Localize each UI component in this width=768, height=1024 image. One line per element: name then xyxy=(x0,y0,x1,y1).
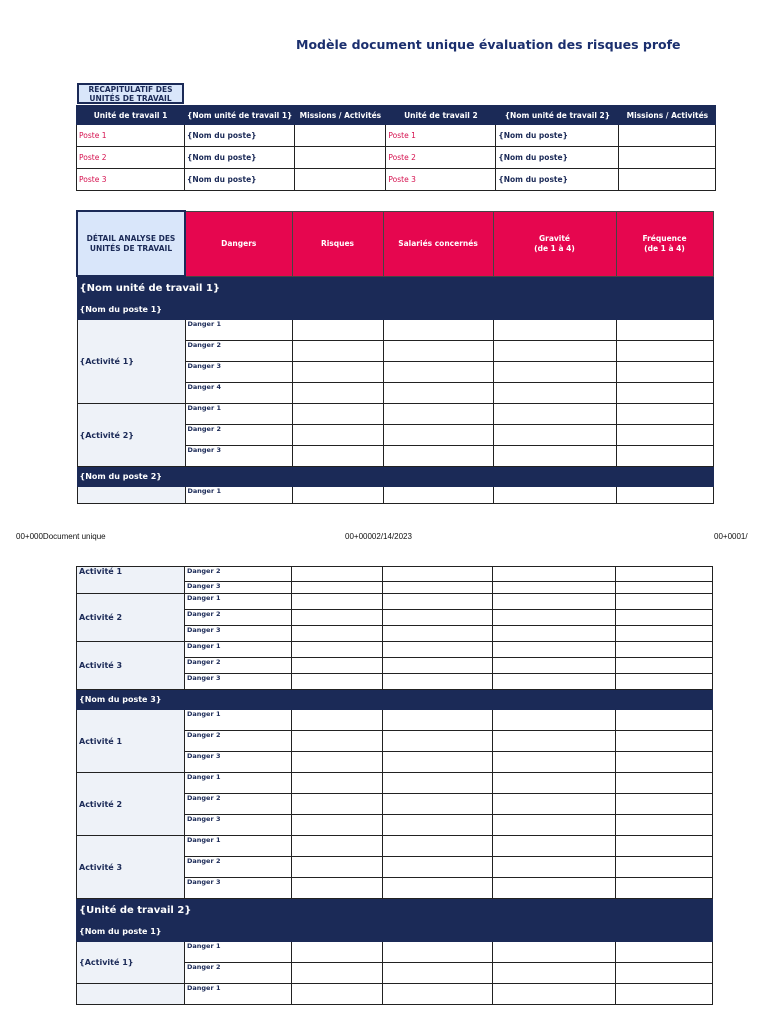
poste-name-cell[interactable]: {Nom du poste} xyxy=(496,125,619,147)
employees-cell[interactable] xyxy=(383,752,493,773)
frequency-cell[interactable] xyxy=(616,815,713,836)
unit-band xyxy=(77,276,713,300)
missions-cell[interactable] xyxy=(295,147,386,169)
employees-cell[interactable] xyxy=(383,567,493,582)
gravity-cell[interactable] xyxy=(493,773,616,794)
danger-cell[interactable]: Danger 3 xyxy=(185,815,292,836)
danger-cell[interactable]: Danger 2 xyxy=(185,567,292,582)
activity-cell xyxy=(77,487,185,504)
activity-cell: Activité 1 xyxy=(77,567,185,594)
employees-cell[interactable] xyxy=(383,674,493,690)
danger-cell[interactable]: Danger 3 xyxy=(185,626,292,642)
danger-cell[interactable]: Danger 2 xyxy=(185,341,292,362)
footer-center: 00+00002/14/2023 xyxy=(345,532,412,541)
unit-name: {Nom unité de travail 1} xyxy=(77,276,713,300)
employees-cell[interactable] xyxy=(383,658,493,674)
activity-cell xyxy=(77,984,185,1005)
danger-cell[interactable]: Danger 1 xyxy=(185,487,292,504)
danger-cell[interactable]: Danger 3 xyxy=(185,362,292,383)
activity-cell: {Activité 1} xyxy=(77,942,185,984)
risk-cell[interactable] xyxy=(292,320,383,341)
poste-cell[interactable]: Poste 2 xyxy=(77,147,185,169)
employees-cell[interactable] xyxy=(383,425,493,446)
gravity-cell[interactable] xyxy=(493,963,616,984)
gravity-cell[interactable] xyxy=(493,878,616,899)
danger-cell[interactable]: Danger 3 xyxy=(185,752,292,773)
activity-cell: Activité 2 xyxy=(77,773,185,836)
employees-cell[interactable] xyxy=(383,710,493,731)
employees-cell[interactable] xyxy=(383,383,493,404)
frequency-cell[interactable] xyxy=(616,567,713,582)
table-row xyxy=(77,942,713,963)
gravity-cell[interactable] xyxy=(493,582,616,594)
post-name: {Nom du poste 1} xyxy=(77,922,713,942)
employees-cell[interactable] xyxy=(383,610,493,626)
missions-cell[interactable] xyxy=(619,147,716,169)
post-band xyxy=(77,922,713,942)
table-row xyxy=(77,567,713,582)
gravity-cell[interactable] xyxy=(493,794,616,815)
risk-cell[interactable] xyxy=(292,626,383,642)
activity-cell: Activité 2 xyxy=(77,594,185,642)
risk-cell[interactable] xyxy=(292,642,383,658)
frequency-cell[interactable] xyxy=(616,752,713,773)
employees-cell[interactable] xyxy=(383,942,493,963)
detail-header: Fréquence (de 1 à 4) xyxy=(616,211,713,276)
frequency-cell[interactable] xyxy=(616,362,713,383)
danger-cell[interactable]: Danger 1 xyxy=(185,836,292,857)
risk-cell[interactable] xyxy=(292,383,383,404)
risk-cell[interactable] xyxy=(292,567,383,582)
frequency-cell[interactable] xyxy=(616,487,713,504)
frequency-cell[interactable] xyxy=(616,610,713,626)
poste-cell[interactable]: Poste 3 xyxy=(77,169,185,191)
employees-cell[interactable] xyxy=(383,446,493,467)
danger-cell[interactable]: Danger 3 xyxy=(185,878,292,899)
frequency-cell[interactable] xyxy=(616,658,713,674)
frequency-cell[interactable] xyxy=(616,836,713,857)
danger-cell[interactable]: Danger 3 xyxy=(185,582,292,594)
detail-table xyxy=(76,210,714,504)
missions-cell[interactable] xyxy=(619,125,716,147)
frequency-cell[interactable] xyxy=(616,404,713,425)
table-row xyxy=(77,404,713,425)
frequency-cell[interactable] xyxy=(616,626,713,642)
risk-cell[interactable] xyxy=(292,857,383,878)
table-row xyxy=(77,125,716,147)
missions-cell[interactable] xyxy=(619,169,716,191)
activity-cell: Activité 3 xyxy=(77,836,185,899)
frequency-cell[interactable] xyxy=(616,984,713,1005)
post-name: {Nom du poste 1} xyxy=(77,300,713,320)
table-row xyxy=(77,984,713,1005)
frequency-cell[interactable] xyxy=(616,710,713,731)
risk-cell[interactable] xyxy=(292,836,383,857)
table-row xyxy=(77,169,716,191)
summary-header: Missions / Activités xyxy=(619,106,716,125)
gravity-cell[interactable] xyxy=(493,487,616,504)
frequency-cell[interactable] xyxy=(616,341,713,362)
employees-cell[interactable] xyxy=(383,794,493,815)
summary-header: Unité de travail 1 xyxy=(77,106,185,125)
missions-cell[interactable] xyxy=(295,169,386,191)
post-name: {Nom du poste 2} xyxy=(77,467,713,487)
summary-header: {Nom unité de travail 1} xyxy=(185,106,295,125)
unit-name: {Unité de travail 2} xyxy=(77,899,713,922)
danger-cell[interactable]: Danger 3 xyxy=(185,446,292,467)
table-row xyxy=(77,487,713,504)
missions-cell[interactable] xyxy=(295,125,386,147)
employees-cell[interactable] xyxy=(383,626,493,642)
employees-cell[interactable] xyxy=(383,594,493,610)
post-band xyxy=(77,300,713,320)
danger-cell[interactable]: Danger 1 xyxy=(185,773,292,794)
gravity-cell[interactable] xyxy=(493,446,616,467)
post-band xyxy=(77,690,713,710)
danger-cell[interactable]: Danger 1 xyxy=(185,710,292,731)
gravity-cell[interactable] xyxy=(493,594,616,610)
risk-cell[interactable] xyxy=(292,658,383,674)
danger-cell[interactable]: Danger 2 xyxy=(185,425,292,446)
gravity-cell[interactable] xyxy=(493,674,616,690)
danger-cell[interactable]: Danger 2 xyxy=(185,963,292,984)
summary-header: {Nom unité de travail 2} xyxy=(496,106,619,125)
frequency-cell[interactable] xyxy=(616,674,713,690)
activity-cell: {Activité 2} xyxy=(77,404,185,467)
danger-cell[interactable]: Danger 1 xyxy=(185,594,292,610)
employees-cell[interactable] xyxy=(383,836,493,857)
danger-cell[interactable]: Danger 2 xyxy=(185,731,292,752)
frequency-cell[interactable] xyxy=(616,425,713,446)
risk-cell[interactable] xyxy=(292,341,383,362)
danger-cell[interactable]: Danger 1 xyxy=(185,404,292,425)
risk-cell[interactable] xyxy=(292,942,383,963)
footer-left: 00+000Document unique xyxy=(16,532,106,541)
detail-header: Risques xyxy=(292,211,383,276)
employees-cell[interactable] xyxy=(383,320,493,341)
gravity-cell[interactable] xyxy=(493,626,616,642)
summary-header-row xyxy=(77,106,716,125)
post-band xyxy=(77,467,713,487)
employees-cell[interactable] xyxy=(383,773,493,794)
gravity-cell[interactable] xyxy=(493,404,616,425)
gravity-cell[interactable] xyxy=(493,752,616,773)
poste-name-cell[interactable]: {Nom du poste} xyxy=(185,147,295,169)
gravity-cell[interactable] xyxy=(493,610,616,626)
gravity-cell[interactable] xyxy=(493,942,616,963)
table-row xyxy=(77,773,713,794)
risk-cell[interactable] xyxy=(292,752,383,773)
table-row xyxy=(77,836,713,857)
gravity-cell[interactable] xyxy=(493,836,616,857)
risk-cell[interactable] xyxy=(292,425,383,446)
employees-cell[interactable] xyxy=(383,582,493,594)
risk-cell[interactable] xyxy=(292,610,383,626)
danger-cell[interactable]: Danger 2 xyxy=(185,658,292,674)
risk-cell[interactable] xyxy=(292,404,383,425)
frequency-cell[interactable] xyxy=(616,794,713,815)
frequency-cell[interactable] xyxy=(616,963,713,984)
gravity-cell[interactable] xyxy=(493,710,616,731)
employees-cell[interactable] xyxy=(383,815,493,836)
page-title: Modèle document unique évaluation des risques profe xyxy=(296,37,681,52)
frequency-cell[interactable] xyxy=(616,446,713,467)
frequency-cell[interactable] xyxy=(616,942,713,963)
danger-cell[interactable]: Danger 1 xyxy=(185,642,292,658)
risk-cell[interactable] xyxy=(292,362,383,383)
danger-cell[interactable]: Danger 1 xyxy=(185,942,292,963)
unit-band xyxy=(77,899,713,922)
poste-cell[interactable]: Poste 1 xyxy=(77,125,185,147)
poste-cell[interactable]: Poste 1 xyxy=(386,125,496,147)
gravity-cell[interactable] xyxy=(493,320,616,341)
gravity-cell[interactable] xyxy=(493,731,616,752)
gravity-cell[interactable] xyxy=(493,984,616,1005)
post-name: {Nom du poste 3} xyxy=(77,690,713,710)
risk-cell[interactable] xyxy=(292,815,383,836)
frequency-cell[interactable] xyxy=(616,594,713,610)
poste-name-cell[interactable]: {Nom du poste} xyxy=(185,169,295,191)
detail-header: Gravité (de 1 à 4) xyxy=(493,211,616,276)
poste-cell[interactable]: Poste 2 xyxy=(386,147,496,169)
gravity-cell[interactable] xyxy=(493,425,616,446)
employees-cell[interactable] xyxy=(383,487,493,504)
danger-cell[interactable]: Danger 1 xyxy=(185,320,292,341)
risk-cell[interactable] xyxy=(292,594,383,610)
employees-cell[interactable] xyxy=(383,731,493,752)
footer-right: 00+0001/ xyxy=(714,532,748,541)
risk-cell[interactable] xyxy=(292,773,383,794)
danger-cell[interactable]: Danger 1 xyxy=(185,984,292,1005)
employees-cell[interactable] xyxy=(383,404,493,425)
detail-header: Salariés concernés xyxy=(383,211,493,276)
poste-name-cell[interactable]: {Nom du poste} xyxy=(496,147,619,169)
gravity-cell[interactable] xyxy=(493,815,616,836)
summary-header: Unité de travail 2 xyxy=(386,106,496,125)
frequency-cell[interactable] xyxy=(616,857,713,878)
detail-header: Dangers xyxy=(185,211,292,276)
activity-cell: Activité 1 xyxy=(77,710,185,773)
danger-cell[interactable]: Danger 2 xyxy=(185,857,292,878)
gravity-cell[interactable] xyxy=(493,567,616,582)
table-row xyxy=(77,642,713,658)
poste-name-cell[interactable]: {Nom du poste} xyxy=(496,169,619,191)
poste-cell[interactable]: Poste 3 xyxy=(386,169,496,191)
risk-cell[interactable] xyxy=(292,487,383,504)
frequency-cell[interactable] xyxy=(616,383,713,404)
employees-cell[interactable] xyxy=(383,642,493,658)
frequency-cell[interactable] xyxy=(616,878,713,899)
danger-cell[interactable]: Danger 4 xyxy=(185,383,292,404)
activity-cell: {Activité 1} xyxy=(77,320,185,404)
employees-cell[interactable] xyxy=(383,878,493,899)
employees-cell[interactable] xyxy=(383,362,493,383)
gravity-cell[interactable] xyxy=(493,362,616,383)
detail-header-row xyxy=(77,211,713,276)
risk-cell[interactable] xyxy=(292,794,383,815)
table-row xyxy=(77,147,716,169)
risk-cell[interactable] xyxy=(292,582,383,594)
table-row xyxy=(77,710,713,731)
frequency-cell[interactable] xyxy=(616,582,713,594)
detail-table-continued xyxy=(76,566,713,1005)
table-row xyxy=(77,320,713,341)
gravity-cell[interactable] xyxy=(493,658,616,674)
recap-label: RECAPITULATIF DES UNITÉS DE TRAVAIL xyxy=(77,83,184,104)
employees-cell[interactable] xyxy=(383,857,493,878)
summary-table xyxy=(76,105,716,191)
summary-header: Missions / Activités xyxy=(295,106,386,125)
employees-cell[interactable] xyxy=(383,984,493,1005)
risk-cell[interactable] xyxy=(292,963,383,984)
risk-cell[interactable] xyxy=(292,710,383,731)
poste-name-cell[interactable]: {Nom du poste} xyxy=(185,125,295,147)
gravity-cell[interactable] xyxy=(493,642,616,658)
employees-cell[interactable] xyxy=(383,341,493,362)
danger-cell[interactable]: Danger 2 xyxy=(185,794,292,815)
table-row xyxy=(77,594,713,610)
danger-cell[interactable]: Danger 3 xyxy=(185,674,292,690)
danger-cell[interactable]: Danger 2 xyxy=(185,610,292,626)
risk-cell[interactable] xyxy=(292,984,383,1005)
gravity-cell[interactable] xyxy=(493,383,616,404)
risk-cell[interactable] xyxy=(292,446,383,467)
detail-header: DÉTAIL ANALYSE DES UNITÉS DE TRAVAIL xyxy=(77,211,185,276)
frequency-cell[interactable] xyxy=(616,642,713,658)
gravity-cell[interactable] xyxy=(493,341,616,362)
risk-cell[interactable] xyxy=(292,674,383,690)
gravity-cell[interactable] xyxy=(493,857,616,878)
activity-cell: Activité 3 xyxy=(77,642,185,690)
frequency-cell[interactable] xyxy=(616,731,713,752)
frequency-cell[interactable] xyxy=(616,773,713,794)
risk-cell[interactable] xyxy=(292,731,383,752)
risk-cell[interactable] xyxy=(292,878,383,899)
employees-cell[interactable] xyxy=(383,963,493,984)
frequency-cell[interactable] xyxy=(616,320,713,341)
